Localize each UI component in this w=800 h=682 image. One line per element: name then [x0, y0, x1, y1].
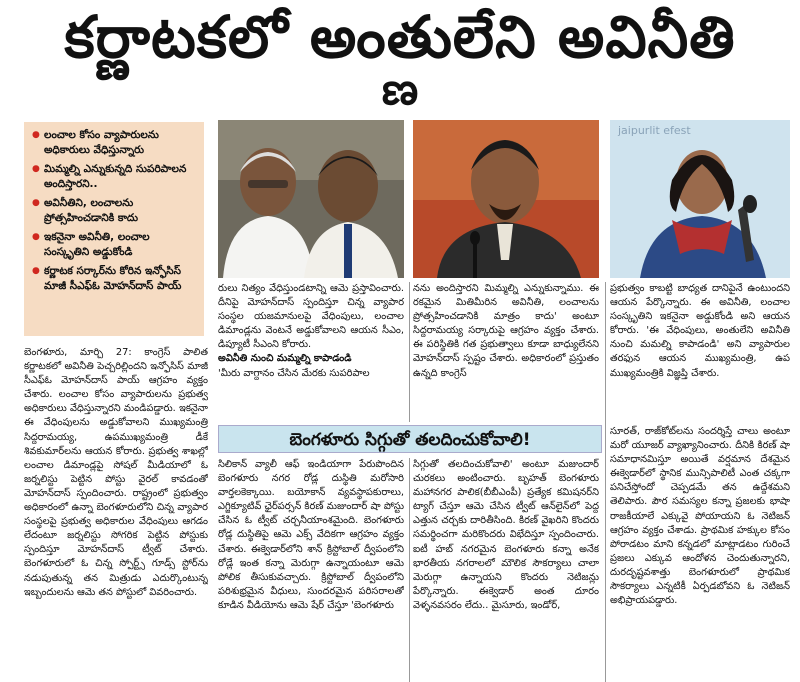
col7-text: సూరత్, రాజ్‌కోట్‌లను సందర్శిస్తే చాలు అంటూ మరో యూజర్ వ్యాఖ్యానించారు. దీనికి కిరణ్ షా సమాధానమిస్తూ అయితే వర్షమాన దేశమైన ఈక్వెడార్‌లో స్థానిక మున్సిపాలిటీ ఎంత చక్కగా పనిచేస్తోందో చెప్పడమే తన ఉద్దేశమని తెలిపారు. పౌర సమస్యల కన్నా ప్రజలకు భాషా రాజకీయాలే ఎక్కువై పోయాయని ఓ నెటిజన్ ఆగ్రహం వ్యక్తం చేశాడు. ప్రాథమిక హక్కుల కోసం పోరాడటం మాని కన్నడలో మాట్లాడటం గురించే ప్రజలు ఎక్కువ ఆందోళన చెందుతున్నారని, దురదృష్టవశాత్తు బెంగళూరులో ప్రాథమిక సౌకర్యాలు ఎన్నటికీ ఏర్పడబోవని ఓ నెటిజన్ అభిప్రాయపడ్డారు.: [610, 426, 790, 607]
article-col-6: [413, 458, 599, 682]
highlight-item: ● ఇకనైనా అవినీతి, లంచాల సంస్కృతిని అడ్డుకోండి: [32, 230, 198, 260]
article-col-1: [24, 346, 208, 682]
highlights-box: [24, 122, 208, 336]
headline-line1: కర్ణాటకలో అంతులేని అవినీతి: [64, 3, 736, 71]
article-col-2: [218, 282, 404, 420]
highlights-list: [32, 128, 198, 294]
column-divider: [605, 282, 606, 682]
column-divider: [409, 282, 410, 422]
col2-text-b: 'మీరు వాగ్దానం చేసిన మేరకు సుపరిపాల: [218, 367, 370, 379]
highlight-item: ● మిమ్మల్ని ఎన్నుకున్నది సుపరిపాలన అందిస్తారని..: [32, 162, 198, 192]
section-banner: బెంగళూరు సిగ్గుతో తలదించుకోవాలి!: [218, 425, 602, 453]
article-col-5: [218, 458, 404, 682]
article-col-4: [610, 282, 790, 420]
col2-text: రులు నిత్యం వేధిస్తుండటాన్ని ఆమె ప్రస్తావించారు. దీనిపై మోహన్‌దాస్ స్పందిస్తూ చిన్న వ్యాపార సంస్థల యజమానులపై వేధింపులు, లంచాల డిమాండ్లను వెంటనే అడ్డుకోవాలని ఆయన సీఎం, డిప్యూటీ సీఎంని కోరారు.: [218, 283, 404, 351]
backdrop-text: jaipurlit efest: [618, 124, 691, 137]
article-col-7: [610, 425, 790, 682]
mohandas-pai-photo: [413, 120, 599, 278]
col2-subhead: అవినీతి నుంచి మమ్మల్ని కాపాడండి: [218, 353, 352, 365]
col5-text: సిలికాన్ వ్యాలీ ఆఫ్ ఇండియాగా పేరుపొందిన బెంగళూరు నగర రోడ్ల దుస్థితి మరోసారి వార్తలకెక్కాయి. బయోకాన్ వ్యవస్థాపకురాలు, ఎగ్జిక్యూటివ్ ఛైర్‌పర్సన్ కిరణ్ మజుందార్ షా పోస్టు చేసిన ఓ ట్వీట్ చర్చనీయాంశమైంది. బెంగళూరు రోడ్ల దుస్థితిపై ఆమె ఎక్స్ వేదికగా ఆగ్రహం వ్యక్తం చేశారు. ఈక్వెడార్‌లోని శాన్ క్రిస్టోబాల్ ద్వీపంలోని రోడ్లే ఇంత కన్నా మెరుగ్గా ఉన్నాయంటూ ఆమె పోలిక తీసుకువచ్చారు. క్రిస్టోబాల్ ద్వీపంలోని పరిశుభ్రమైన వీధులు, సుందరమైన పరిసరాలతో కూడిన వీడియోను ఆమె షేర్ చేస్తూ 'బెంగళూరు: [218, 459, 404, 611]
politicians-photo: [218, 120, 404, 278]
col3-text: నను అందిస్తారని మిమ్మల్ని ఎన్నుకున్నాము. ఈ రకమైన మితిమీరిన అవినీతి, లంచాలను ప్రోత్సహించడానికి మాత్రం కాదు' అంటూ సిద్దరామయ్య సర్కారుపై ఆగ్రహం వ్యక్తం చేశారు. ఈ పరిస్థితికి గత ప్రభుత్వాలు కూడా బాధ్యులేనని మోహన్‌దాస్ స్పష్టం చేశారు. అధికారంలో ప్రస్తుతం ఉన్నది కాంగ్రెస్: [413, 283, 599, 379]
col6-text: సిగ్గుతో తలదించుకోవాలి' అంటూ మజుందార్ చురకలు అంటించారు. బృహత్ బెంగళూరు మహానగర పాలిక(బీబీఎంపీ) ప్రత్యేక కమిషనర్‌ని ట్యాగ్ చేస్తూ ఆమె చేసిన ట్వీట్ ఆన్‌లైన్‌లో పెద్ద ఎత్తున చర్చకు దారితీసింది. కిరణ్ వైఖరిని కొందరు సమర్థించగా మరికొందరు విభేదిస్తూ స్పందించారు. ఐటీ హబ్ నగరమైన బెంగళూరు కన్నా అనేక భారతీయ నగరాలలో మౌలిక సౌకర్యాలు చాలా మెరుగ్గా ఉన్నాయని కొందరు నెటిజన్లు పేర్కొన్నారు. ఈక్వెడార్ అంత దూరం వెళ్ళనవసరం లేదు.. మైసూరు, ఇండోర్,: [413, 459, 599, 611]
headline: [0, 0, 800, 115]
col1-text: బెంగళూరు, మార్చి 27: కాంగ్రెస్ పాలిత కర్ణాటకలో అవినీతి పెచ్చరిల్లిందని ఇన్ఫోసిస్ మాజీ సీఎఫ్‌ఓ మోహన్‌దాస్ పాయ్ ఆగ్రహం వ్యక్తం చేశారు. లంచాల కోసం వ్యాపారులను ప్రభుత్వ అధికారులు వేధిస్తున్నారని మండిపడ్డారు. ఇకనైనా ఈ వేధింపులను అడ్డుకోవాలని ముఖ్యమంత్రి సిద్దరామయ్య, ఉపముఖ్యమంత్రి డీకే శివకుమార్‌లను ఆయన కోరారు. ప్రభుత్వ శాఖల్లో లంచాల డిమాండ్లపై సోషల్ మీడియాలో ఓ జర్నలిస్టు పెట్టిన పోస్టు వైరల్ కావడంతో మోహన్‌దాస్ స్పందించారు. రాష్ట్రంలో ప్రభుత్వం అధికారంలో ఉన్నా బెంగళూరులోని చిన్న వ్యాపార సంస్థలపై ప్రభుత్వ అధికారుల వేధింపులు ఆగడం లేదంటూ జర్నలిస్టు సోగరిక పెట్టిన పోస్టుకు స్పందిస్తూ మోహన్‌దాస్ ట్వీట్ చేశారు. బెంగళూరులో ఓ చిన్న స్పోర్ట్స్ గూడ్స్ స్టోర్‌ను నడుపుతున్న తన మిత్రుడు ఎదుర్కొంటున్న ఇబ్బందులను ఆమె తన పోస్టులో వివరించారు.: [24, 347, 208, 598]
highlight-item: ● లంచాల కోసం వ్యాపారులను అధికారులు వేధిస్తున్నారు: [32, 128, 198, 158]
column-divider: [409, 458, 410, 682]
highlight-item: ● అవినీతిని, లంచాలను ప్రోత్సహించడానికి కాదు: [32, 196, 198, 226]
headline-line2: ణ: [381, 64, 419, 115]
col4-text: ప్రభుత్వం కాబట్టి బాధ్యత దానిపైనే ఉంటుందని ఆయన పేర్కొన్నారు. ఈ అవినీతి, లంచాల సంస్కృతిని ఇకనైనా అడ్డుకోండి అని ఆయన కోరారు. 'ఈ వేధింపులు, అంతులేని అవినీతి నుంచి మమల్ని కాపాడండి' అని వ్యాపారుల తరఫున ఆయన ముఖ్యమంత్రి, ఉప ముఖ్యమంత్రికి విజ్ఞప్తి చేశారు.: [610, 283, 790, 379]
kiran-mazumdar-shaw-photo: [610, 120, 790, 278]
article-col-3: [413, 282, 599, 420]
highlight-item: ● కర్ణాటక సర్కార్‌ను కోరిన ఇన్ఫోసిస్ మాజీ సీఎఫ్‌ఓ మోహన్‌దాస్ పాయ్: [32, 264, 198, 294]
